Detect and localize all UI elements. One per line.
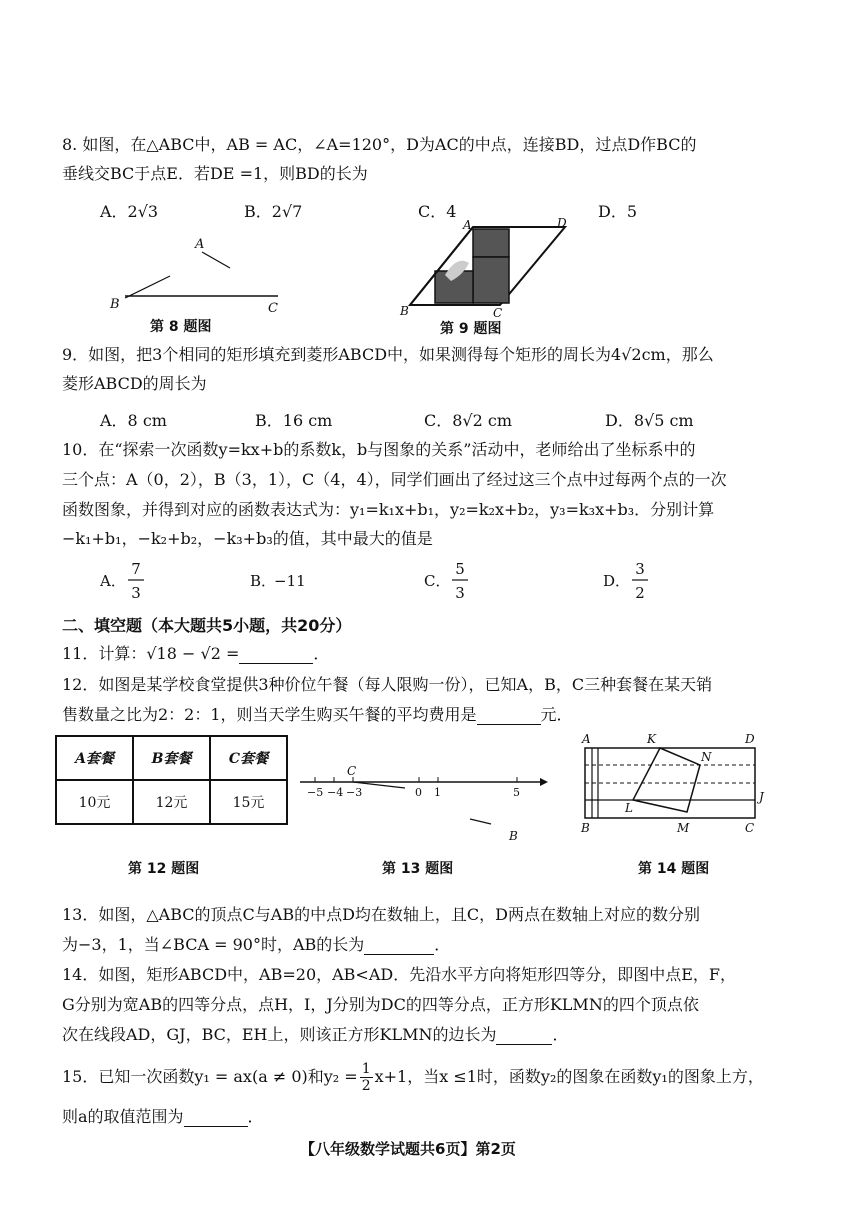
q9-option-a: A．8 cm <box>100 411 167 430</box>
q10-option-c-num: 5 <box>455 560 465 578</box>
q12-line1: 12．如图是某学校食堂提供3种价位午餐（每人限购一份），已知A，B，C三种套餐在某天销 <box>62 675 713 694</box>
q14-label-n: N <box>701 750 712 764</box>
q10-option-c-den: 3 <box>455 584 465 602</box>
q9-rect-right <box>473 257 509 303</box>
q9-line2: 菱形ABCD的周长为 <box>62 374 207 393</box>
q13-tick-label-5: 5 <box>513 786 520 799</box>
q13-answer-blank[interactable] <box>364 938 434 955</box>
q12-answer-blank[interactable] <box>477 708 541 725</box>
q9-line1: 9．如图，把3个相同的矩形填充到菱形ABCD中，如果测得每个矩形的周长为4√2cm，那么 <box>62 345 714 364</box>
q8-option-b: B．2√7 <box>244 202 303 221</box>
q8-side-ac <box>202 252 230 268</box>
q15-row1 <box>62 1060 764 1094</box>
q8-line2: 垂线交BC于点E．若DE =1，则BD的长为 <box>62 164 368 183</box>
q8-label-c: C <box>268 301 278 316</box>
q10-option-d-num: 3 <box>635 560 645 578</box>
q9-label-c: C <box>493 306 503 320</box>
q8-line1: 8. 如图，在△ABC中，AB = AC，∠A=120°，D为AC的中点，连接BD，过点D作BC的 <box>62 135 697 154</box>
q14-row3: 次在线段AD，GJ，BC，EH上，则该正方形KLMN的边长为 ． <box>62 1025 569 1044</box>
q12-header-a: A套餐 <box>56 736 133 780</box>
q10-option-d-letter: D． <box>603 572 631 590</box>
q10-line1: 10．在“探索一次函数y=kx+b的系数k，b与图象的关系”活动中，老师给出了坐标系中的 <box>62 440 696 459</box>
q12-header-c: C套餐 <box>210 736 287 780</box>
page-footer: 【八年级数学试题共6页】第2页 <box>300 1140 516 1158</box>
q15-post: x+1，当x ≤1时，函数y₂的图象在函数y₁的图象上方， <box>374 1067 764 1086</box>
q14-caption: 第 14 题图 <box>638 861 710 877</box>
q11-answer-blank[interactable] <box>239 647 313 664</box>
q13-row2: 为−3，1，当∠BCA = 90°时，AB的长为 ． <box>62 935 451 954</box>
q8-option-c: C．4 <box>418 202 457 221</box>
q13-tick-label-1: 1 <box>434 786 441 799</box>
q8-figure <box>100 228 300 316</box>
q10-option-a-letter: A． <box>100 572 126 590</box>
q14-answer-blank[interactable] <box>496 1028 552 1045</box>
q12-line2: 售数量之比为2：2：1，则当天学生购买午餐的平均费用是 <box>62 705 477 724</box>
q12-caption: 第 12 题图 <box>128 861 200 877</box>
q10-line4: −k₁+b₁，−k₂+b₂，−k₃+b₃的值，其中最大的值是 <box>62 529 433 548</box>
q9-option-c: C．8√2 cm <box>424 411 513 430</box>
q12-price-c: 15元 <box>210 780 287 824</box>
q11-row: 11．计算：√18 − √2 = ． <box>62 644 330 663</box>
q10-option-d-den: 2 <box>635 584 645 602</box>
q15-frac-num: 1 <box>361 1061 371 1077</box>
section2-title: 二、填空题（本大题共5小题，共20分） <box>62 616 352 635</box>
q12-price-b: 12元 <box>133 780 210 824</box>
q15-answer-blank[interactable] <box>184 1110 248 1127</box>
q14-label-k: K <box>647 732 656 746</box>
q10-line2: 三个点：A（0，2），B（3，1），C（4，4），同学们画出了经过这三个点中过每两个点的一次 <box>62 470 727 489</box>
q8-label-b: B <box>110 297 120 312</box>
q13-tick-label-m3: −3 <box>346 786 363 799</box>
q9-label-a: A <box>463 218 472 232</box>
q13-tick-label-m4: −4 <box>327 786 344 799</box>
q15-fraction <box>360 1061 373 1094</box>
q12-price-a: 10元 <box>56 780 133 824</box>
q14-line2: G分别为宽AB的四等分点，点H，I，J分别为DC的四等分点，正方形KLMN的四个顶点依 <box>62 995 699 1014</box>
q13-tick-label-0: 0 <box>415 786 422 799</box>
q15-row2: 则a的取值范围为 ． <box>62 1107 264 1126</box>
q9-label-d: D <box>557 216 567 230</box>
q10-option-b-value: −11 <box>274 572 306 590</box>
q14-line3: 次在线段AD，GJ，BC，EH上，则该正方形KLMN的边长为 <box>62 1025 497 1044</box>
q9-label-b: B <box>400 304 409 318</box>
q8-side-ab <box>125 276 170 298</box>
q8-option-d: D．5 <box>598 202 638 221</box>
q10-line3: 函数图象，并得到对应的函数表达式为：y₁=k₁x+b₁，y₂=k₂x+b₂，y₃=k₃x+b₃．分别计算 <box>62 500 715 519</box>
q12-unit: 元． <box>540 705 573 724</box>
q10-options <box>100 556 660 606</box>
q13-caption: 第 13 题图 <box>382 861 454 877</box>
q13-tick-label-m5: −5 <box>307 786 324 799</box>
q9-option-d: D．8√5 cm <box>605 411 694 430</box>
q15-pre: 15．已知一次函数y₁ = ax(a ≠ 0)和y₂ = <box>62 1067 358 1086</box>
q9-option-b: B．16 cm <box>255 411 333 430</box>
q9-caption: 第 9 题图 <box>440 321 502 337</box>
q12-price-table <box>55 735 288 825</box>
q11-text: 11．计算：√18 − √2 = <box>62 644 240 663</box>
q14-line1: 14．如图，矩形ABCD中，AB=20，AB<AD．先沿水平方向将矩形四等分，即图中点E，F， <box>62 965 737 984</box>
q8-option-a: A．2√3 <box>100 202 159 221</box>
q8-caption: 第 8 题图 <box>150 319 212 335</box>
q13-figure <box>295 762 555 842</box>
q9-rect-top <box>473 229 509 257</box>
q14-label-j: J <box>759 790 764 804</box>
q14-label-c: C <box>745 821 755 835</box>
q12-header-b: B套餐 <box>133 736 210 780</box>
q15-line2: 则a的取值范围为 <box>62 1107 184 1126</box>
q15-frac-den: 2 <box>361 1078 371 1094</box>
q13-line1: 13．如图，△ABC的顶点C与AB的中点D均在数轴上，且C，D两点在数轴上对应的数分别 <box>62 905 700 924</box>
q10-option-a-num: 7 <box>131 560 141 578</box>
q12-header-row <box>56 736 287 780</box>
q14-figure <box>565 728 785 840</box>
q12-price-row <box>56 780 287 824</box>
q14-label-d: D <box>745 732 755 746</box>
q14-label-b: B <box>581 821 590 835</box>
q13-line2: 为−3，1，当∠BCA = 90°时，AB的长为 <box>62 935 365 954</box>
q10-option-c-letter: C． <box>424 572 451 590</box>
q13-segment-b <box>470 819 491 824</box>
q14-label-l: L <box>625 801 633 815</box>
q13-label-b: B <box>509 829 518 842</box>
q13-label-c: C <box>347 764 357 778</box>
q10-option-b-letter: B． <box>250 572 277 590</box>
q14-label-a: A <box>582 732 591 746</box>
q14-label-m: M <box>677 821 690 835</box>
q8-label-a: A <box>195 237 205 252</box>
q10-option-a-den: 3 <box>131 584 141 602</box>
q14-square-klmn <box>633 748 700 812</box>
q12-row2 <box>62 705 573 725</box>
q13-arrowhead <box>540 778 548 786</box>
q9-figure <box>395 215 575 320</box>
